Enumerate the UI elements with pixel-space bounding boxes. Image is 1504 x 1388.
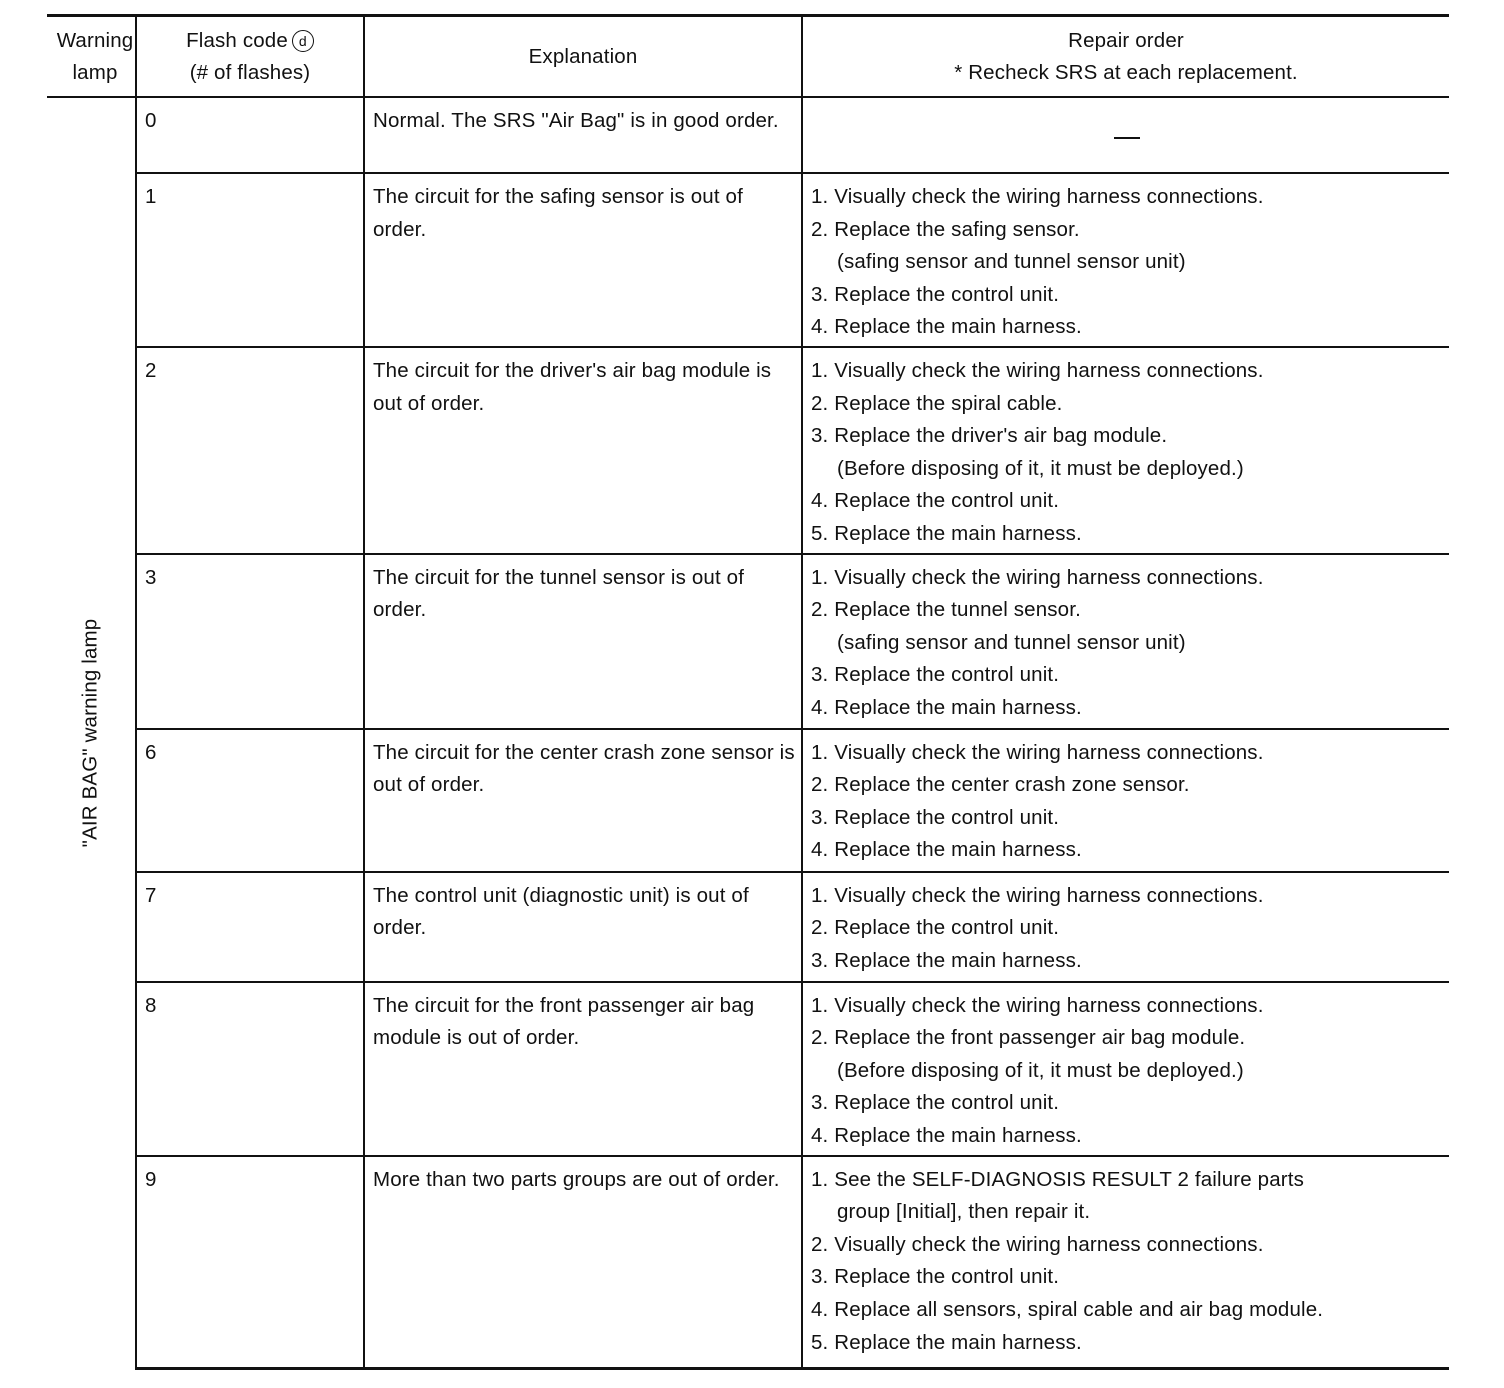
repair-step-number: 3. [811, 663, 829, 687]
repair-steps-list [811, 1164, 1443, 1360]
flash-code-cell: 3 [136, 554, 364, 729]
repair-step-number: 2. [811, 1232, 829, 1256]
repair-step [811, 485, 1443, 518]
no-repair-dash [1114, 137, 1140, 139]
header-repair-order [802, 16, 1449, 98]
repair-order-cell [802, 173, 1449, 347]
explanation-cell: The control unit (diagnostic unit) is out of order. [364, 872, 802, 982]
repair-step-text: Replace the control unit. [834, 489, 1060, 513]
repair-step-number: 4. [811, 1297, 829, 1321]
explanation-cell: The circuit for the safing sensor is out of order. [364, 173, 802, 347]
repair-order-cell [802, 982, 1449, 1156]
repair-step-number: 2. [811, 1026, 829, 1050]
flash-code-cell: 9 [136, 1156, 364, 1369]
explanation-cell: The circuit for the front passenger air bag module is out of order. [364, 982, 802, 1156]
repair-step [811, 214, 1443, 279]
repair-step [811, 990, 1443, 1023]
repair-step-number: 1. [811, 1167, 829, 1191]
repair-step-number: 5. [811, 521, 829, 545]
repair-step-text: Replace the main harness. [834, 838, 1082, 862]
repair-step-number: 4. [811, 315, 829, 339]
repair-step-text: Replace the control unit. [834, 663, 1060, 687]
repair-step [811, 769, 1443, 802]
header-warning-lamp-line2: lamp [72, 60, 118, 84]
repair-step-text: Replace the center crash zone sensor. [834, 773, 1190, 797]
explanation-cell: The circuit for the driver's air bag module is out of order. [364, 347, 802, 554]
repair-step-text: Replace the main harness. [834, 315, 1082, 339]
repair-step-number: 1. [811, 185, 829, 208]
repair-step-number: 4. [811, 838, 829, 862]
repair-step-number: 5. [811, 1330, 829, 1354]
explanation-cell: More than two parts groups are out of order. [364, 1156, 802, 1369]
repair-step-number: 2. [811, 391, 829, 415]
repair-steps-list [811, 355, 1443, 551]
repair-step-text: Replace the spiral cable. [834, 391, 1063, 415]
header-explanation [364, 16, 802, 98]
header-repair-order-line2: * Recheck SRS at each replacement. [954, 60, 1298, 84]
repair-step-text: Visually check the wiring harness connections. [834, 740, 1264, 764]
table-row [47, 173, 1449, 347]
table-body [47, 97, 1449, 1369]
flash-code-table [47, 14, 1449, 1370]
repair-step-number: 4. [811, 489, 829, 513]
repair-step-text: Visually check the wiring harness connections. [834, 1232, 1264, 1256]
header-flash-code-line2: (# of flashes) [189, 60, 311, 84]
repair-step-note: group [Initial], then repair it. [837, 1200, 1091, 1224]
header-warning-lamp-line1: Warning [56, 28, 134, 52]
explanation-cell: The circuit for the tunnel sensor is out of order. [364, 554, 802, 729]
repair-step [811, 737, 1443, 770]
repair-step [811, 518, 1443, 551]
repair-step-text: See the SELF-DIAGNOSIS RESULT 2 failure parts [834, 1167, 1304, 1191]
repair-order-cell [802, 554, 1449, 729]
repair-step-text: Visually check the wiring harness connections. [834, 185, 1264, 208]
explanation-cell: The circuit for the center crash zone sensor is out of order. [364, 729, 802, 872]
air-bag-warning-lamp-label: "AIR BAG" warning lamp [78, 618, 102, 848]
repair-step [811, 912, 1443, 945]
repair-step [811, 279, 1443, 312]
repair-step [811, 562, 1443, 595]
repair-step-text: Replace the main harness. [834, 1123, 1082, 1147]
repair-step-number: 3. [811, 805, 829, 829]
repair-order-cell [802, 872, 1449, 982]
repair-step-text: Replace the driver's air bag module. [834, 424, 1168, 448]
repair-step-number: 1. [811, 359, 829, 382]
repair-step-number: 1. [811, 740, 829, 764]
repair-step-text: Visually check the wiring harness connections. [834, 883, 1264, 907]
header-explanation-label: Explanation [528, 44, 638, 68]
repair-order-cell [802, 1156, 1449, 1369]
flash-code-cell: 0 [136, 97, 364, 173]
repair-step [811, 802, 1443, 835]
repair-step [811, 692, 1443, 725]
repair-step [811, 1327, 1443, 1360]
repair-step-number: 3. [811, 1091, 829, 1115]
table-row [47, 872, 1449, 982]
repair-step-text: Replace the tunnel sensor. [834, 598, 1081, 622]
repair-step-text: Visually check the wiring harness connections. [834, 565, 1264, 589]
repair-step-text: Visually check the wiring harness connections. [834, 993, 1264, 1017]
repair-step-number: 3. [811, 948, 829, 972]
flash-code-cell: 6 [136, 729, 364, 872]
repair-step [811, 834, 1443, 867]
repair-step [811, 1229, 1443, 1262]
header-flash-code [136, 16, 364, 98]
diagnosis-table-sheet [47, 14, 1449, 1370]
repair-step-text: Replace the control unit. [834, 805, 1060, 829]
repair-step-number: 3. [811, 424, 829, 448]
circled-d-marker: d [292, 30, 314, 52]
repair-step-note: (safing sensor and tunnel sensor unit) [837, 630, 1186, 654]
repair-steps-list [811, 181, 1443, 344]
repair-step-number: 4. [811, 1123, 829, 1147]
header-warning-lamp [47, 16, 136, 98]
table-row [47, 729, 1449, 872]
repair-step-text: Visually check the wiring harness connections. [834, 359, 1264, 382]
repair-step-text: Replace the control unit. [834, 1091, 1060, 1115]
repair-step-note: (safing sensor and tunnel sensor unit) [837, 250, 1186, 274]
explanation-cell: Normal. The SRS "Air Bag" is in good order. [364, 97, 802, 173]
table-row [47, 554, 1449, 729]
flash-code-cell: 8 [136, 982, 364, 1156]
repair-steps-list [811, 562, 1443, 725]
repair-order-cell [802, 97, 1449, 173]
repair-step [811, 945, 1443, 978]
repair-step-number: 3. [811, 282, 829, 306]
table-header-row [47, 16, 1449, 98]
repair-order-cell [802, 729, 1449, 872]
repair-steps-list [811, 737, 1443, 867]
repair-step-number: 2. [811, 773, 829, 797]
repair-step-number: 4. [811, 695, 829, 719]
flash-code-cell: 2 [136, 347, 364, 554]
header-repair-order-line1: Repair order [1068, 28, 1184, 52]
repair-steps-list [811, 880, 1443, 978]
repair-step-text: Replace the control unit. [834, 1265, 1060, 1289]
repair-step [811, 1261, 1443, 1294]
table-row [47, 1156, 1449, 1369]
repair-step-text: Replace the main harness. [834, 521, 1082, 545]
repair-step [811, 388, 1443, 421]
repair-order-cell [802, 347, 1449, 554]
flash-code-cell: 7 [136, 872, 364, 982]
repair-step-text: Replace the front passenger air bag module. [834, 1026, 1246, 1050]
repair-step-number: 3. [811, 1265, 829, 1289]
repair-step [811, 1120, 1443, 1153]
repair-step [811, 1294, 1443, 1327]
repair-step-number: 1. [811, 565, 829, 589]
repair-step-number: 1. [811, 883, 829, 907]
repair-step [811, 1087, 1443, 1120]
repair-step-number: 2. [811, 217, 829, 241]
repair-step-text: Replace the main harness. [834, 695, 1082, 719]
table-row [47, 97, 1449, 173]
repair-step [811, 880, 1443, 913]
repair-step [811, 1022, 1443, 1087]
repair-steps-list [811, 990, 1443, 1153]
repair-step-text: Replace the control unit. [834, 916, 1060, 940]
repair-step [811, 420, 1443, 485]
repair-step-note: (Before disposing of it, it must be deployed.) [837, 456, 1244, 480]
repair-step [811, 659, 1443, 692]
warning-lamp-cell [47, 97, 136, 1369]
repair-step [811, 181, 1443, 214]
repair-step [811, 355, 1443, 388]
header-flash-code-line1: Flash code [186, 28, 288, 52]
repair-step-text: Replace the control unit. [834, 282, 1060, 306]
table-row [47, 347, 1449, 554]
repair-step-number: 2. [811, 916, 829, 940]
repair-step-text: Replace the main harness. [834, 1330, 1082, 1354]
repair-step-number: 2. [811, 598, 829, 622]
repair-step [811, 1164, 1443, 1229]
table-row [47, 982, 1449, 1156]
repair-step-text: Replace all sensors, spiral cable and air bag module. [834, 1297, 1324, 1321]
repair-step-number: 1. [811, 993, 829, 1017]
flash-code-cell: 1 [136, 173, 364, 347]
repair-step-note: (Before disposing of it, it must be deployed.) [837, 1058, 1244, 1082]
repair-step [811, 311, 1443, 344]
repair-step-text: Replace the main harness. [834, 948, 1082, 972]
repair-step-text: Replace the safing sensor. [834, 217, 1080, 241]
repair-step [811, 594, 1443, 659]
